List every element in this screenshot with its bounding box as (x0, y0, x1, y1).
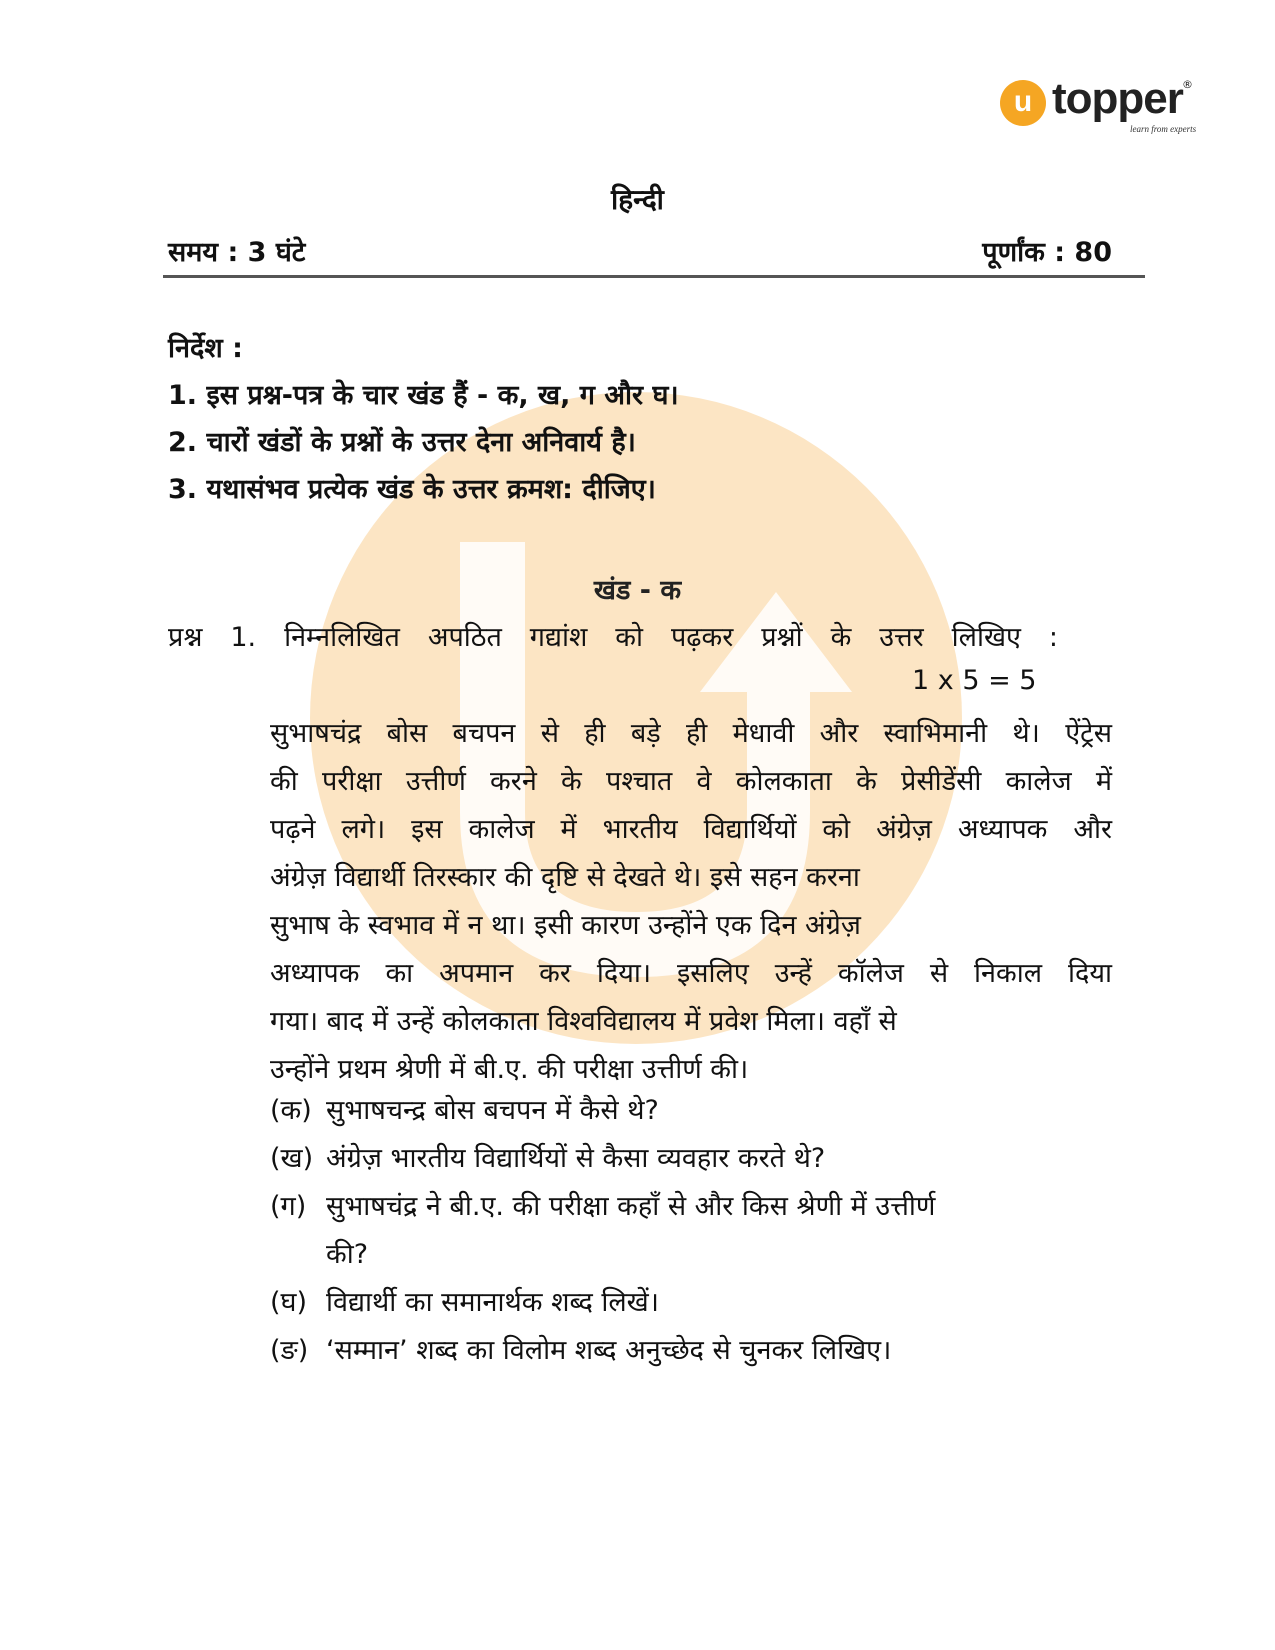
sub-question (270, 1186, 935, 1223)
question-heading: प्रश्न 1. निम्नलिखित अपठित गद्यांश को पढ़कर प्रश्नों के उत्तर लिखिए : (168, 622, 1058, 653)
passage-line: पढ़ने लगे। इस कालेज में भारतीय विद्यार्थियों को अंग्रेज़ अध्यापक और (270, 814, 1112, 845)
passage-line: अंग्रेज़ विद्यार्थी तिरस्कार की दृष्टि से देखते थे। इसे सहन करना (270, 862, 860, 893)
sub-question (270, 1330, 891, 1367)
sub-question-text: विद्यार्थी का समानार्थक शब्द लिखें। (326, 1287, 659, 1318)
instruction-item: 1. इस प्रश्न-पत्र के चार खंड हैं - क, ख, ग और घ। (168, 380, 679, 411)
passage-line: की परीक्षा उत्तीर्ण करने के पश्चात वे कोलकाता के प्रेसीडेंसी कालेज में (270, 766, 1112, 797)
sub-question (270, 1138, 825, 1175)
sub-question (270, 1282, 659, 1319)
sub-question-continuation: की? (326, 1239, 369, 1270)
logo-tagline: learn from experts (1130, 124, 1197, 134)
exam-duration: समय : 3 घंटे (168, 237, 306, 268)
sub-question-label: (क) (270, 1095, 312, 1126)
unseen-passage (270, 710, 1112, 1094)
passage-line: अध्यापक का अपमान कर दिया। इसलिए उन्हें कॉलेज से निकाल दिया (270, 958, 1112, 989)
max-marks: पूर्णांक : 80 (982, 237, 1112, 268)
instruction-item: 3. यथासंभव प्रत्येक खंड के उत्तर क्रमश: दीजिए। (168, 474, 656, 505)
registered-mark: ® (1182, 78, 1193, 91)
sub-question-label: (ङ) (270, 1335, 309, 1366)
section-title: खंड - क (593, 575, 682, 606)
topper-logo (1000, 74, 1200, 150)
sub-question-text: अंग्रेज़ भारतीय विद्यार्थियों से कैसा व्यवहार करते थे? (326, 1143, 826, 1174)
sub-question-label: (घ) (270, 1287, 308, 1318)
passage-line: उन्होंने प्रथम श्रेणी में बी.ए. की परीक्षा उत्तीर्ण की। (270, 1054, 749, 1085)
sub-question-text: सुभाषचन्द्र बोस बचपन में कैसे थे? (326, 1095, 659, 1126)
header-divider (163, 275, 1145, 278)
passage-line: गया। बाद में उन्हें कोलकाता विश्वविद्यालय में प्रवेश मिला। वहाँ से (270, 1006, 897, 1037)
question-marks: 1 x 5 = 5 (912, 665, 1037, 696)
instructions-title: निर्देश : (168, 333, 243, 364)
instruction-item: 2. चारों खंडों के प्रश्नों के उत्तर देना अनिवार्य है। (168, 427, 636, 458)
passage-line: सुभाषचंद्र बोस बचपन से ही बड़े ही मेधावी और स्वाभिमानी थे। ऐंट्रेस (270, 718, 1112, 749)
sub-question-text: सुभाषचंद्र ने बी.ए. की परीक्षा कहाँ से और किस श्रेणी में उत्तीर्ण (326, 1191, 936, 1222)
logo-u-icon: u (1000, 80, 1046, 126)
sub-question-text: ‘सम्मान’ शब्द का विलोम शब्द अनुच्छेद से चुनकर लिखिए। (326, 1335, 892, 1366)
passage-line: सुभाष के स्वभाव में न था। इसी कारण उन्होंने एक दिन अंग्रेज़ (270, 910, 861, 941)
sub-question-label: (ख) (270, 1143, 314, 1174)
subject-title: हिन्दी (611, 183, 664, 216)
sub-question (270, 1090, 659, 1127)
sub-question-label: (ग) (270, 1191, 307, 1222)
logo-wordmark: topper (1052, 74, 1183, 123)
